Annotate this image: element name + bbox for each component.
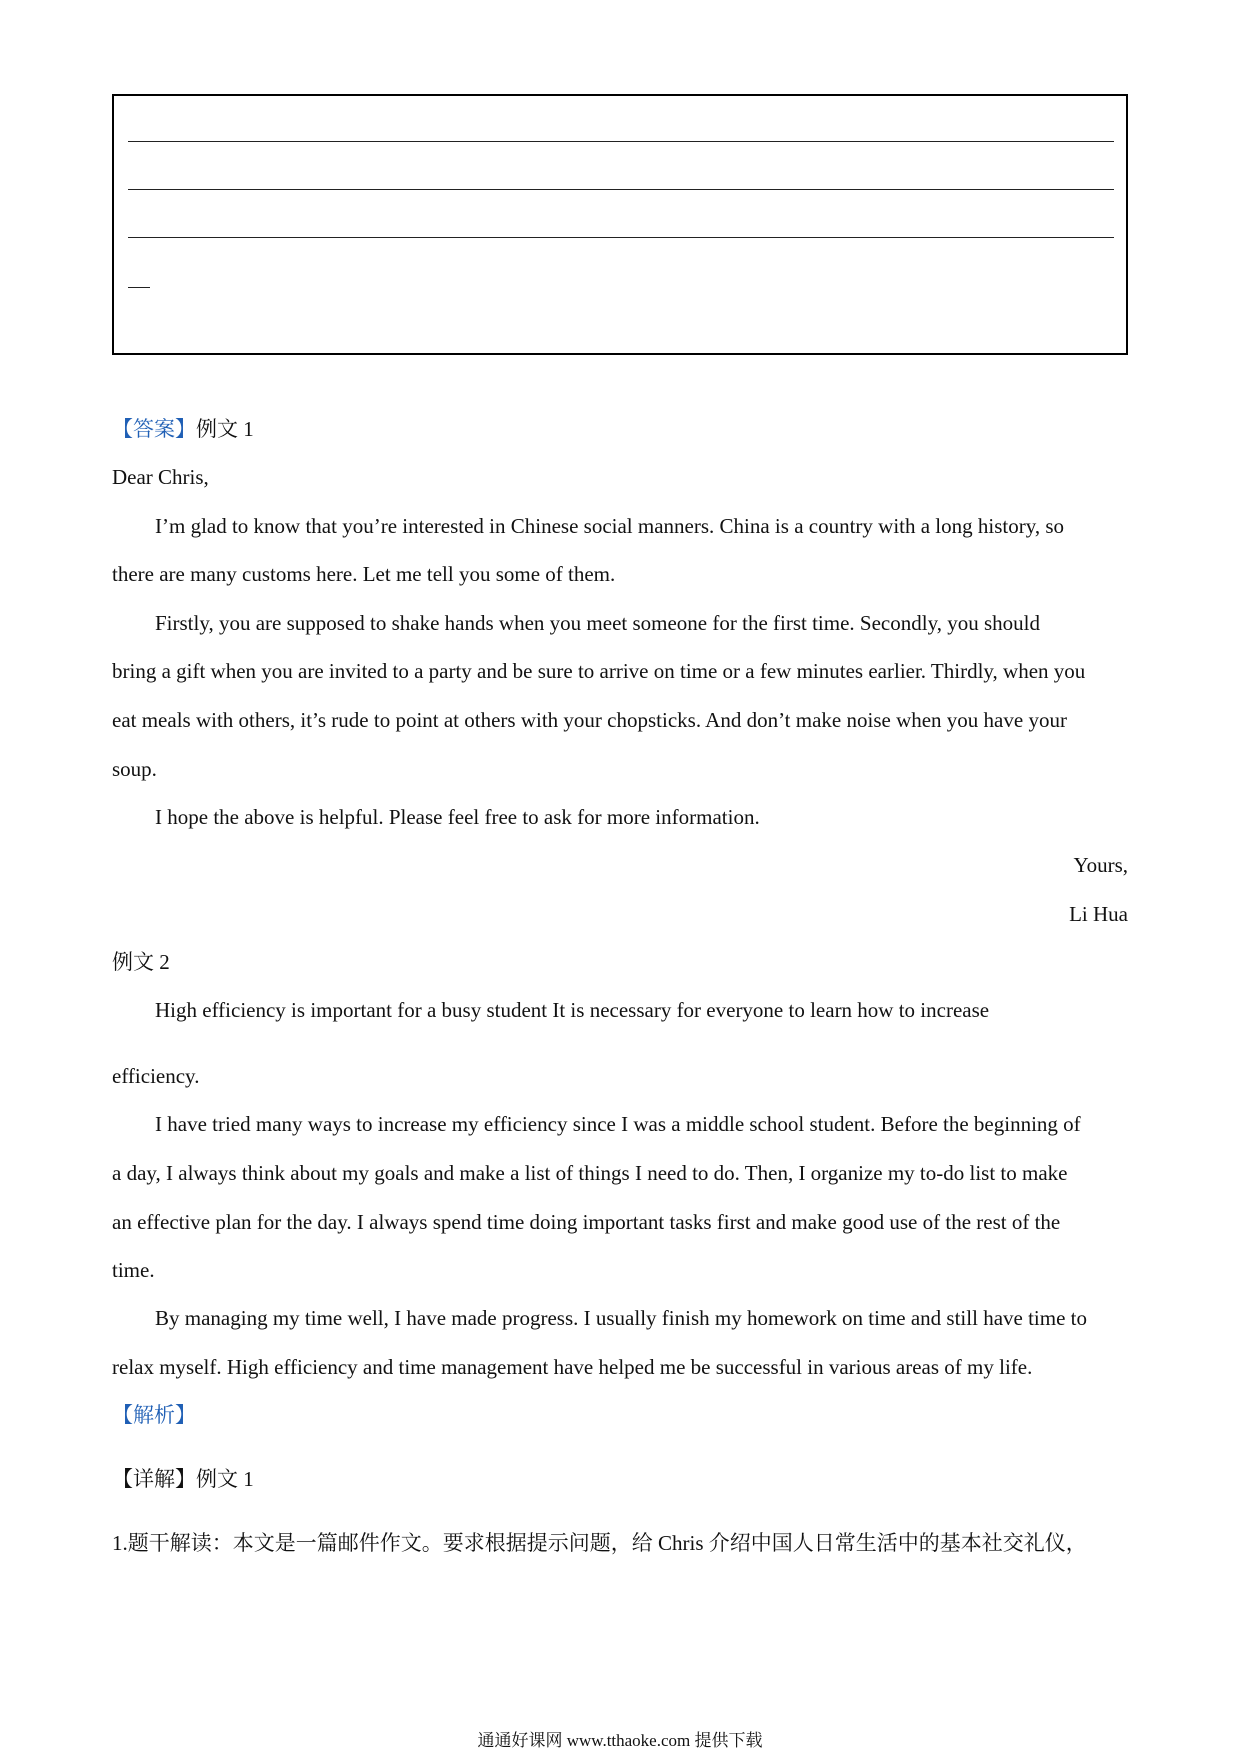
answer-line (128, 141, 1114, 142)
paragraph-line: High efficiency is important for a busy student It is necessary for everyone to learn how to increase (155, 998, 990, 1022)
answer-line (128, 237, 1114, 238)
answer-heading (112, 419, 1128, 440)
answer-tag: 【答案】 (112, 417, 196, 441)
answer-line-short (128, 287, 150, 288)
paragraph-line: efficiency. (112, 1064, 200, 1088)
detail-line: 1.题干解读：本文是一篇邮件作文。要求根据提示问题，给 Chris 介绍中国人日常生活中的基本社交礼仪， (112, 1531, 1087, 1555)
paragraph-line: time. (112, 1258, 155, 1282)
paragraph-line: By managing my time well, I have made progress. I usually finish my homework on time and still have time to (155, 1306, 1087, 1330)
letter-signature: Li Hua (1069, 902, 1128, 926)
paragraph-line: I’m glad to know that you’re interested in Chinese social manners. China is a country with a long history, so (155, 514, 1065, 538)
answer-label: 例文 1 (196, 417, 254, 441)
paragraph-line: relax myself. High efficiency and time management have helped me be successful in various areas of my life. (112, 1355, 1033, 1379)
paragraph-line: there are many customs here. Let me tell you some of them. (112, 562, 616, 586)
paragraph-line: bring a gift when you are invited to a party and be sure to arrive on time or a few minutes earlier. Thirdly, when you (112, 659, 1086, 683)
paragraph-line: I have tried many ways to increase my efficiency since I was a middle school student. Before the beginning of (155, 1112, 1081, 1136)
detail-label: 例文 1 (196, 1467, 254, 1491)
paragraph-line: Firstly, you are supposed to shake hands when you meet someone for the first time. Secondly, you should (155, 611, 1040, 635)
paragraph-line: eat meals with others, it’s rude to point at others with your chopsticks. And don’t make noise when you have your (112, 708, 1067, 732)
answer-line (128, 189, 1114, 190)
detail-tag: 【详解】 (112, 1467, 196, 1491)
letter-salutation: Dear Chris, (112, 465, 209, 489)
paragraph-line: soup. (112, 757, 157, 781)
paragraph-line: an effective plan for the day. I always spend time doing important tasks first and make good use of the rest of the (112, 1210, 1061, 1234)
writing-answer-box (112, 94, 1128, 355)
paragraph-line: a day, I always think about my goals and make a list of things I need to do. Then, I organize my to-do list to make (112, 1161, 1068, 1185)
analysis-tag: 【解析】 (112, 1403, 196, 1427)
example2-label: 例文 2 (112, 950, 170, 974)
detail-heading (112, 1469, 1128, 1490)
page-footer: 通通好课网 www.tthaoke.com 提供下载 (477, 1731, 763, 1750)
letter-closing: Yours, (1073, 853, 1128, 877)
paragraph-line: I hope the above is helpful. Please feel free to ask for more information. (155, 805, 760, 829)
